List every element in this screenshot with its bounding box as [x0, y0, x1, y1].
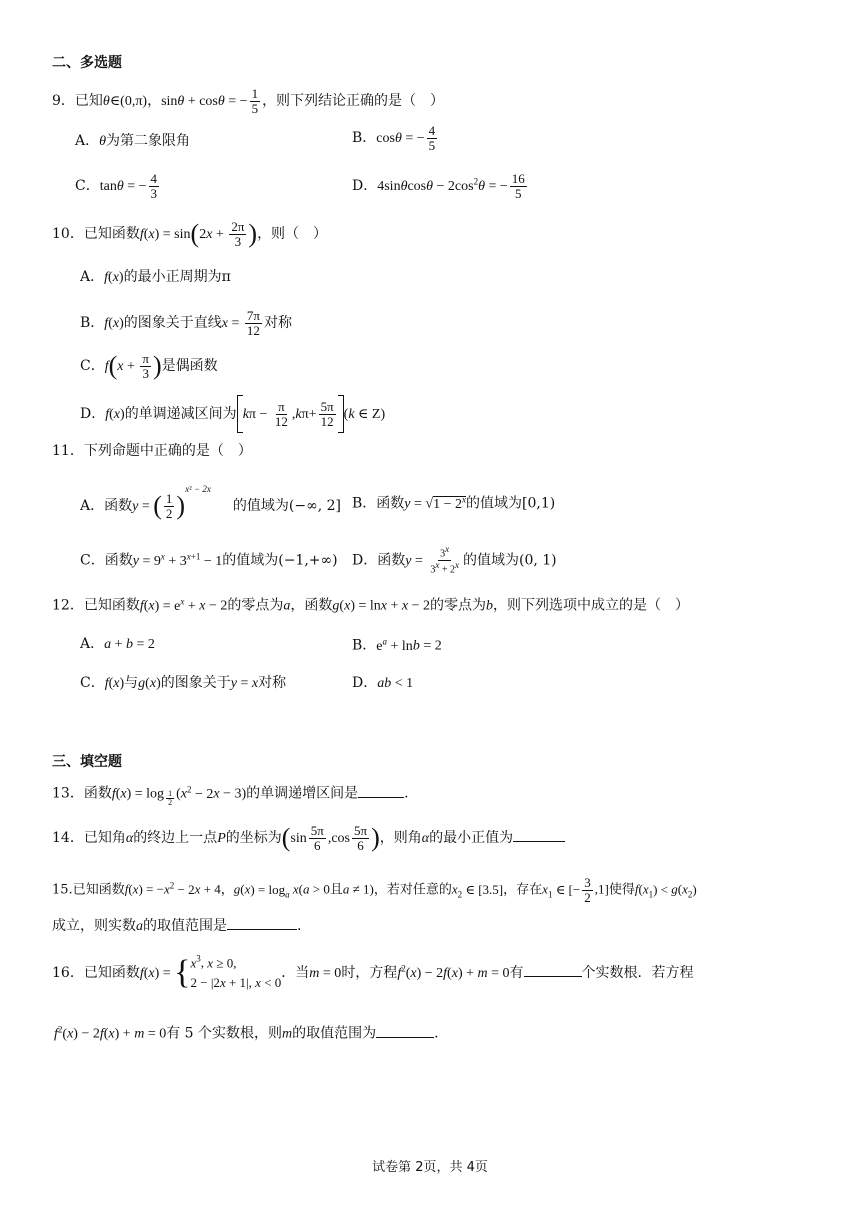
question-11-option-d: D．函数y = $\frac{3^x}{3^x + 2^x}$ 的值域为(0, 1)	[352, 544, 557, 576]
answer-blank[interactable]	[358, 797, 404, 798]
question-12-option-c: C．f(x)与g(x)的图象关于y = x对称	[80, 675, 287, 691]
question-11-stem: 11．下列命题中正确的是（ ）	[52, 443, 252, 459]
question-number: 13．	[52, 785, 84, 802]
question-number: 12．	[52, 597, 84, 614]
answer-blank[interactable]	[524, 976, 582, 977]
question-11-option-c: C．函数$y = 9^x + 3^{x+1} - 1$的值域为(−1,+∞)	[80, 551, 338, 569]
question-number: 14．	[52, 830, 84, 847]
question-9-option-b: B．cosθ = − $\frac{4}{5}$	[352, 123, 436, 153]
question-number: 16．	[52, 964, 84, 981]
question-10-stem: 10．已知函数f(x) = sin(2x + $\frac{2\pi}{3}$ )，则（ ）	[52, 219, 328, 249]
answer-blank[interactable]	[376, 1037, 434, 1038]
question-9-option-d: D．$4\sin\theta\cos\theta - 2\cos^2\theta$ = − $\frac{16}{5}$	[352, 171, 525, 201]
question-15-line2: 成立，则实数a的取值范围是 .	[52, 918, 302, 934]
question-11-option-a: A．函数y = ( $\frac{1}{2}$ )$^{x^2 - 2x}$的值域为(−∞, 2]	[80, 484, 341, 521]
question-10-option-a: A．f(x)的最小正周期为π	[80, 269, 231, 285]
question-16-line2: $f^2(x) - 2f(x) + m = 0$有 5 个实数根，则m的取值范围为 .	[54, 1024, 439, 1042]
question-10-option-b: B．f(x)的图象关于直线x = $\frac{7\pi}{12}$ 对称	[80, 308, 292, 338]
question-9-stem: 9．已知θ∈(0,π)，sinθ + cosθ = − $\frac{1}{5}$ ，则下列结论正确的是（ ）	[52, 86, 445, 116]
answer-blank[interactable]	[227, 929, 297, 930]
answer-blank[interactable]	[513, 841, 565, 842]
question-11-option-b: B．函数$y = √1 - 2^x$的值域为[0,1)	[352, 494, 556, 512]
question-number: 15.	[52, 882, 73, 898]
section-title-fill-in: 三、填空题	[52, 754, 122, 770]
section-title-multiple-choice: 二、多选题	[52, 55, 122, 71]
question-14-stem: 14．已知角α的终边上一点P的坐标为(sin $\frac{5\pi}{6}$ ,cos $\frac{5\pi}{6}$ )，则角α的最小正值为	[52, 824, 565, 852]
page-footer: 试卷第 2页，共 4页	[372, 1160, 488, 1175]
question-9-option-c: C．tanθ = − $\frac{4}{3}$	[75, 171, 158, 201]
question-13-stem: 13．函数f(x) = log $_{\frac{1}{2}}$ $(x^2 - 2x - 3)$的单调递增区间是 .	[52, 784, 409, 808]
question-12-option-b: B．$e^a + \ln b = 2$	[352, 636, 442, 654]
question-9-option-a: A．θ为第二象限角	[75, 133, 191, 149]
question-number: 10．	[52, 226, 84, 243]
question-16-stem: 16．已知函数f(x) = { $x^3$, x ≥ 0, 2 − |2x + 1|, x < 0 ．当m = 0时，方程$f^2(x) - 2f(x) + m = 0$有 个实数根．若方程	[52, 953, 694, 991]
question-12-option-a: A．a + b = 2	[80, 636, 155, 652]
question-12-option-d: D．ab < 1	[352, 675, 414, 691]
question-15-stem: 15.已知函数$f(x) = -x^2 - 2x + 4$，$g(x) = \log_a x(a > 0$且a ≠ 1)，若对任意的$x_2$ ∈ [3.5]，存在$x_1$ ∈ [− $\frac{3}{2}$ ,1]使得$f(x_1) < g(x_2)$	[52, 875, 697, 905]
question-number: 11．	[52, 443, 84, 459]
question-12-stem: 12．已知函数$f(x) = e^x + x - 2$的零点为a，函数g(x) = lnx + x − 2的零点为b，则下列选项中成立的是（ ）	[52, 596, 690, 614]
question-10-option-c: C．f(x + $\frac{\pi}{3}$ )是偶函数	[80, 351, 218, 381]
question-10-option-d: D．f(x)的单调递减区间为 kπ − $\frac{\pi}{12}$ ,kπ+ $\frac{5\pi}{12}$ (k ∈ Z)	[80, 395, 385, 433]
question-number: 9．	[52, 93, 75, 110]
